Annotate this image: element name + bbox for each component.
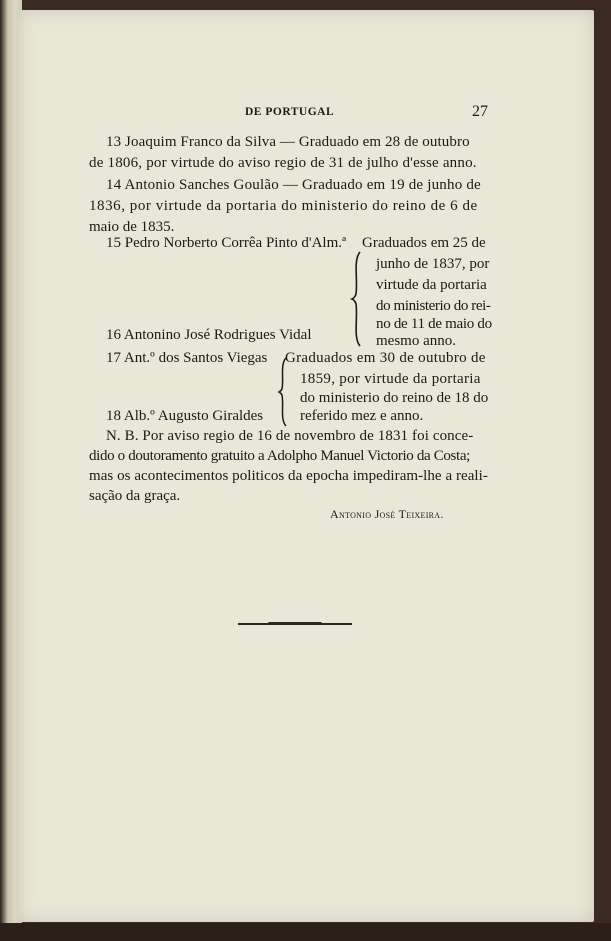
- group-1-line-3: virtude da portaria: [376, 277, 487, 293]
- group-1-line-1: Graduados em 25 de: [362, 235, 486, 251]
- entry-13-line-1: 13 Joaquim Franco da Silva — Graduado em 28 de outubro: [106, 134, 470, 150]
- entry-13-line-2: de 1806, por virtude do aviso regio de 31 de julho d'esse anno.: [89, 155, 477, 171]
- entry-14-line-2: 1836, por virtude da portaria do ministerio do reino de 6 de: [89, 198, 478, 214]
- group-2-line-3: do ministerio do reino de 18 do: [300, 390, 489, 406]
- closing-rule-swell: [268, 622, 322, 625]
- running-header-title: DE PORTUGAL: [245, 106, 335, 118]
- entry-16-name: 16 Antonino José Rodrigues Vidal: [106, 327, 312, 343]
- author-signature: Antonio José Teixeira.: [330, 507, 444, 521]
- entry-15-name: 15 Pedro Norberto Corrêa Pinto d'Alm.ª: [106, 235, 347, 251]
- entry-14-line-3: maio de 1835.: [89, 219, 175, 235]
- note-line-3: mas os acontecimentos politicos da epocha impediram-lhe a reali-: [89, 468, 488, 484]
- page-number: 27: [472, 103, 488, 120]
- entry-14-line-1: 14 Antonio Sanches Goulão — Graduado em 19 de junho de: [106, 177, 481, 193]
- note-line-2: dido o doutoramento gratuito a Adolpho Manuel Victorio da Costa;: [89, 448, 470, 464]
- group-1-line-6: mesmo anno.: [376, 333, 456, 349]
- group-1-line-5: no de 11 de maio do: [376, 316, 492, 332]
- group-2-line-1: Graduados em 30 de outubro de: [285, 350, 486, 366]
- entry-17-name: 17 Ant.º dos Santos Viegas: [106, 350, 268, 366]
- entry-18-name: 18 Alb.º Augusto Giraldes: [106, 408, 264, 424]
- group-2-line-4: referido mez e anno.: [300, 408, 424, 424]
- group-1-line-2: junho de 1837, por: [376, 256, 490, 272]
- brace-group-1: [350, 250, 364, 348]
- scan-bottom-edge: [0, 923, 611, 941]
- note-line-1: N. B. Por aviso regio de 16 de novembro de 1831 foi conce-: [106, 428, 474, 444]
- group-1-line-4: do ministerio do rei-: [376, 298, 491, 314]
- note-line-4: sação da graça.: [89, 488, 181, 504]
- group-2-line-2: 1859, por virtude da portaria: [300, 371, 481, 387]
